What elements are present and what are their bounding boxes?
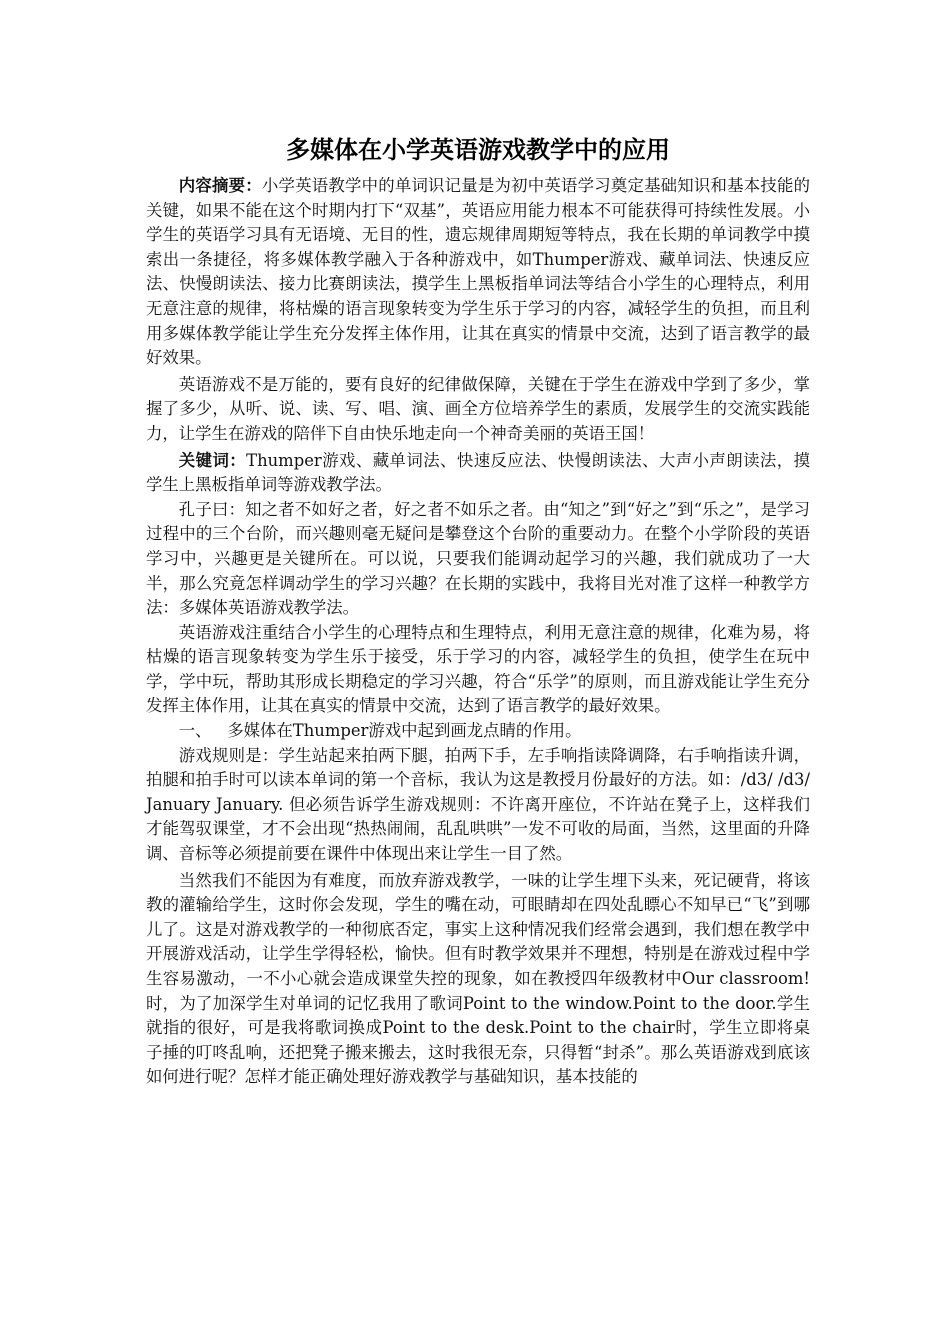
document-title: 多媒体在小学英语游戏教学中的应用 (286, 136, 670, 164)
document-page (146, 132, 810, 1090)
abstract-label: 内容摘要： (178, 176, 262, 195)
rules-paragraph: 游戏规则是：学生站起来拍两下腿，拍两下手，左手响指读降调降，右手响指读升调，拍腿和拍手时可以读本单词的第一个音标，我认为这是教授月份最好的方法。如：/d3/ /d3/ January January. 但必须告诉学生游戏规则：不许离开座位，不许站在凳子上，这样我们才能驾驭课堂，才不会出现“热热闹闹，乱乱哄哄”一发不可收的局面，当然，这里面的升降调、音标等必须提前要在课件中体现出来让学生一目了然。 (146, 745, 810, 864)
confucius-paragraph: 孔子曰：知之者不如好之者，好之者不如乐之者。由“知之”到“好之”到“乐之”，是学习过程中的三个台阶，而兴趣则毫无疑问是攀登这个台阶的重要动力。在整个小学阶段的英语学习中，兴趣更是关键所在。可以说，只要我们能调动起学习的兴趣，我们就成功了一大半，那么究竟怎样调动学生的学习兴趣？在长期的实践中，我将目光对准了这样一种教学方法：多媒体英语游戏教学法。 (146, 499, 810, 618)
features-paragraph: 英语游戏注重结合小学生的心理特点和生理特点，利用无意注意的规律，化难为易，将枯燥的语言现象转变为学生乐于接受，乐于学习的内容，减轻学生的负担，使学生在玩中学，学中玩，帮助其形成长期稳定的学习兴趣，符合“乐学”的原则，而且游戏能让学生充分发挥主体作用，让其在真实的情景中交流，达到了语言教学的最好效果。 (146, 622, 810, 716)
abstract-paragraph (146, 174, 810, 371)
keywords-paragraph (146, 449, 810, 498)
abstract-text: 小学英语教学中的单词识记量是为初中英语学习奠定基础知识和基本技能的关键，如果不能在这个时期内打下“双基”，英语应用能力根本不可能获得可持续性发展。小学生的英语学习具有无语境、无目的性，遗忘规律周期短等特点，我在长期的单词教学中摸索出一条捷径，将多媒体教学融入于各种游戏中，如Thumper游戏、藏单词法、快速反应法、快慢朗读法、接力比赛朗读法，摸学生上黑板指单词法等结合小学生的心理特点，利用无意注意的规律，将枯燥的语言现象转变为学生乐于学习的内容，减轻学生的负担，而且利用多媒体教学能让学生充分发挥主体作用，让其在真实的情景中交流，达到了语言教学的最好效果。 (146, 176, 811, 368)
games-paragraph: 英语游戏不是万能的，要有良好的纪律做保障，关键在于学生在游戏中学到了多少，掌握了多少，从听、说、读、写、唱、演、画全方位培养学生的素质，发展学生的交流实践能力，让学生在游戏的陪伴下自由快乐地走向一个神奇美丽的英语王国！ (146, 374, 810, 443)
keywords-text: Thumper游戏、藏单词法、快速反应法、快慢朗读法、大声小声朗读法，摸学生上黑板指单词等游戏教学法。 (146, 450, 810, 495)
keywords-label: 关键词： (178, 450, 247, 470)
issues-paragraph: 当然我们不能因为有难度，而放弃游戏教学，一味的让学生埋下头来，死记硬背，将该教的灌输给学生，这时你会发现，学生的嘴在动，可眼睛却在四处乱瞟心不知早已“飞”到哪儿了。这是对游戏教学的一种彻底否定，事实上这种情况我们经常会遇到，我们想在教学中开展游戏活动，让学生学得轻松，愉快。但有时教学效果并不理想，特别是在游戏过程中学生容易激动，一不小心就会造成课堂失控的现象，如在教授四年级教材中Our classroom!时，为了加深学生对单词的记忆我用了歌词Point to the window.Point to the door.学生就指的很好，可是我将歌词换成Point to the desk.Point to the chair时，学生立即将桌子捶的叮咚乱响，还把凳子搬来搬去，这时我很无奈，只得暂“封杀”。那么英语游戏到底该如何进行呢？怎样才能正确处理好游戏教学与基础知识，基本技能的 (146, 870, 810, 1087)
section-heading-1: 一、 多媒体在Thumper游戏中起到画龙点睛的作用。 (178, 721, 582, 741)
